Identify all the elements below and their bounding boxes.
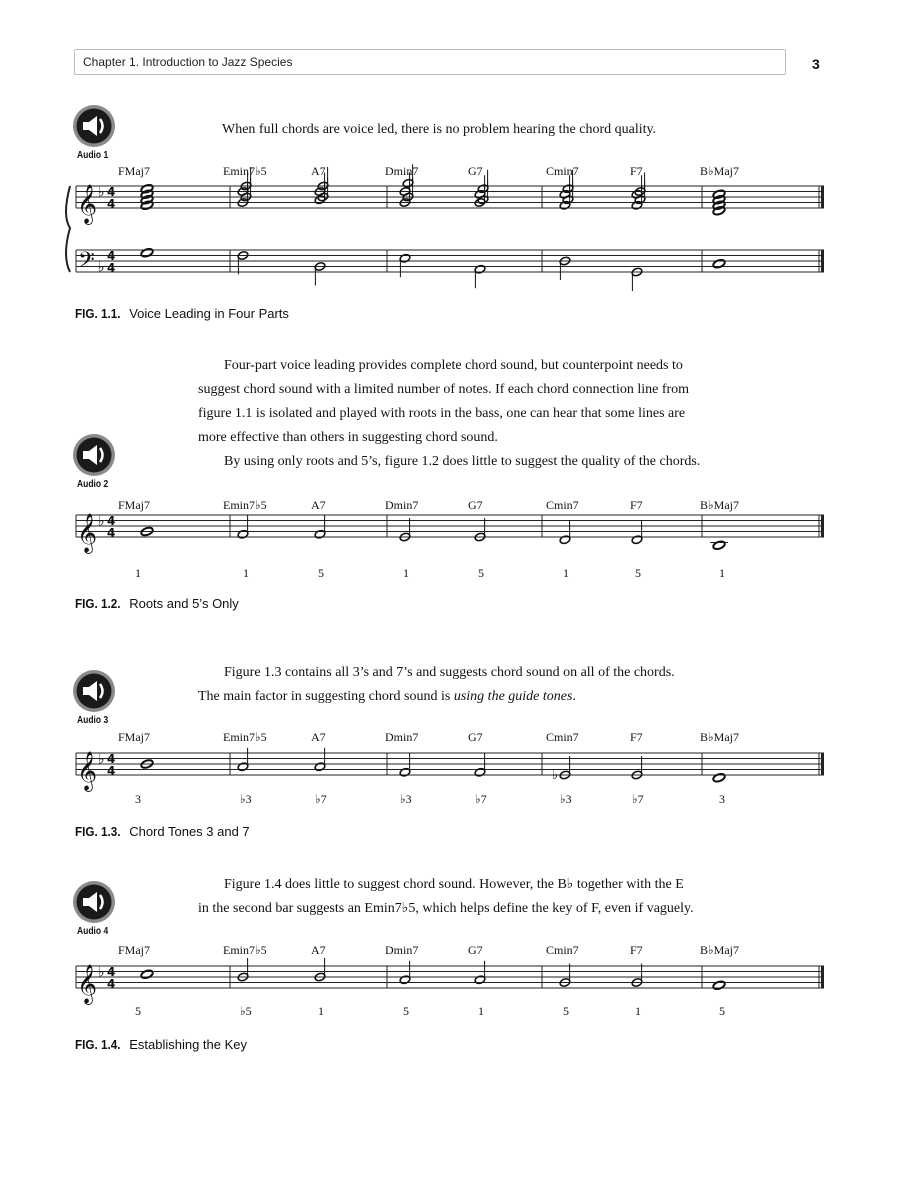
note-head: [712, 773, 726, 783]
text-line: Figure 1.4 does little to suggest chord sound. However, the B♭ together with the E: [224, 877, 684, 892]
key-signature-flat: ♭: [98, 184, 105, 201]
key-signature-flat: ♭: [98, 751, 105, 768]
figure-caption: FIG. 1.2. Roots and 5’s Only: [75, 596, 239, 611]
note-head: [712, 980, 726, 990]
scale-degree: 1: [135, 566, 141, 580]
text-line: in the second bar suggests an Emin7♭5, which helps define the key of F, even if vaguely.: [198, 901, 694, 916]
time-signature: 4: [107, 764, 116, 778]
chord-symbol: A7: [311, 943, 326, 957]
chord-symbol: B♭Maj7: [700, 730, 739, 744]
audio-label: Audio 4: [77, 926, 109, 937]
text-line: Figure 1.3 contains all 3’s and 7’s and suggests chord sound on all of the chords.: [224, 665, 675, 680]
chord-symbol: G7: [468, 730, 483, 744]
scale-degree: 1: [563, 566, 569, 580]
scale-degree: 5: [135, 1004, 141, 1018]
scale-degree: ♭3: [560, 792, 572, 806]
text-line: figure 1.1 is isolated and played with roots in the bass, one can hear that some lines are: [198, 406, 686, 421]
audio-label: Audio 1: [77, 150, 109, 161]
chapter-title: Chapter 1. Introduction to Jazz Species: [83, 55, 293, 69]
chord-symbol: Cmin7: [546, 164, 579, 178]
scale-degree: 1: [719, 566, 725, 580]
key-signature-flat: ♭: [98, 513, 105, 530]
text-line: more effective than others in suggesting chord sound.: [198, 430, 498, 445]
chord-symbol: A7: [311, 164, 326, 178]
scale-degree: 1: [478, 1004, 484, 1018]
page-number: 3: [812, 56, 820, 72]
time-signature: 4: [107, 965, 116, 979]
time-signature: 4: [107, 185, 116, 199]
chord-symbol: FMaj7: [118, 943, 151, 957]
time-signature: 4: [107, 261, 116, 275]
scale-degree: 1: [635, 1004, 641, 1018]
flat-accidental: ♭: [552, 768, 559, 783]
figure-caption: FIG. 1.4. Establishing the Key: [75, 1037, 247, 1052]
bass-clef-icon: 𝄢: [78, 248, 95, 278]
scale-degree: ♭3: [400, 792, 412, 806]
chord-symbol: F7: [630, 164, 643, 178]
key-signature-flat: ♭: [98, 964, 105, 981]
scale-degree: 5: [635, 566, 641, 580]
time-signature: 4: [107, 526, 116, 540]
figure-caption: FIG. 1.3. Chord Tones 3 and 7: [75, 824, 250, 839]
audio-label: Audio 3: [77, 715, 109, 726]
emphasis-text: using the guide tones: [453, 689, 573, 704]
text-line: suggest chord sound with a limited number of notes. If each chord connection line from: [198, 382, 690, 397]
chord-symbol: F7: [630, 943, 643, 957]
chord-symbol: Dmin7: [385, 498, 419, 512]
paragraph-guide-tones: Figure 1.3 contains all 3’s and 7’s and suggests chord sound on all of the chords. The main factor in suggesting chord sound is using the guide tones.: [198, 665, 675, 704]
scale-degree: 1: [243, 566, 249, 580]
chord-symbol: Cmin7: [546, 730, 579, 744]
paragraph-intro: When full chords are voice led, there is no problem hearing the chord quality.: [222, 122, 657, 137]
chord-symbol: Emin7♭5: [223, 498, 267, 512]
text-line: By using only roots and 5’s, figure 1.2 does little to suggest the quality of the chords.: [224, 454, 701, 469]
treble-clef-icon: 𝄞: [77, 964, 98, 1004]
note-head: [712, 259, 726, 269]
time-signature: 4: [107, 514, 116, 528]
chord-symbol: Cmin7: [546, 498, 579, 512]
time-signature: 4: [107, 752, 116, 766]
scale-degree: ♭5: [240, 1004, 252, 1018]
chord-symbol: Dmin7: [385, 943, 419, 957]
chord-symbol: F7: [630, 498, 643, 512]
scale-degree: 3: [135, 792, 141, 806]
chord-symbol: B♭Maj7: [700, 164, 739, 178]
chord-symbol: A7: [311, 730, 326, 744]
chord-symbol: Emin7♭5: [223, 164, 267, 178]
brace: [66, 186, 70, 272]
treble-clef-icon: 𝄞: [77, 513, 98, 553]
chord-symbol: Cmin7: [546, 943, 579, 957]
audio-label: Audio 2: [77, 479, 109, 490]
chord-symbol: A7: [311, 498, 326, 512]
chord-symbol: B♭Maj7: [700, 498, 739, 512]
text-line: The main factor in suggesting chord sound is: [198, 689, 454, 704]
scale-degree: 1: [318, 1004, 324, 1018]
treble-clef-icon: 𝄞: [77, 751, 98, 791]
scale-degree: 5: [318, 566, 324, 580]
scale-degree: 5: [478, 566, 484, 580]
chord-symbol: Emin7♭5: [223, 730, 267, 744]
time-signature: 4: [107, 249, 116, 263]
scale-degree: 5: [403, 1004, 409, 1018]
scale-degree: 5: [719, 1004, 725, 1018]
chord-symbol: FMaj7: [118, 498, 151, 512]
text-line: Four-part voice leading provides complete chord sound, but counterpoint needs to: [224, 358, 683, 373]
figure-caption: FIG. 1.1. Voice Leading in Four Parts: [75, 306, 289, 321]
chord-symbol: Emin7♭5: [223, 943, 267, 957]
scale-degree: 1: [403, 566, 409, 580]
chord-symbol: G7: [468, 943, 483, 957]
time-signature: 4: [107, 977, 116, 991]
scale-degree: ♭7: [632, 792, 644, 806]
chord-symbol: Dmin7: [385, 730, 419, 744]
scale-degree: ♭3: [240, 792, 252, 806]
chord-symbol: B♭Maj7: [700, 943, 739, 957]
chord-symbol: F7: [630, 730, 643, 744]
scale-degree: 3: [719, 792, 725, 806]
note-head: [140, 248, 154, 258]
scale-degree: ♭7: [315, 792, 327, 806]
note-head: [712, 540, 726, 550]
chord-symbol: G7: [468, 498, 483, 512]
key-signature-flat: ♭: [98, 259, 105, 276]
scale-degree: 5: [563, 1004, 569, 1018]
scale-degree: ♭7: [475, 792, 487, 806]
chord-symbol: G7: [468, 164, 483, 178]
note-head: [140, 969, 154, 979]
chord-symbol: FMaj7: [118, 730, 151, 744]
chord-symbol: Dmin7: [385, 164, 419, 178]
chord-symbol: FMaj7: [118, 164, 151, 178]
treble-clef-icon: 𝄞: [77, 184, 98, 224]
time-signature: 4: [107, 197, 116, 211]
